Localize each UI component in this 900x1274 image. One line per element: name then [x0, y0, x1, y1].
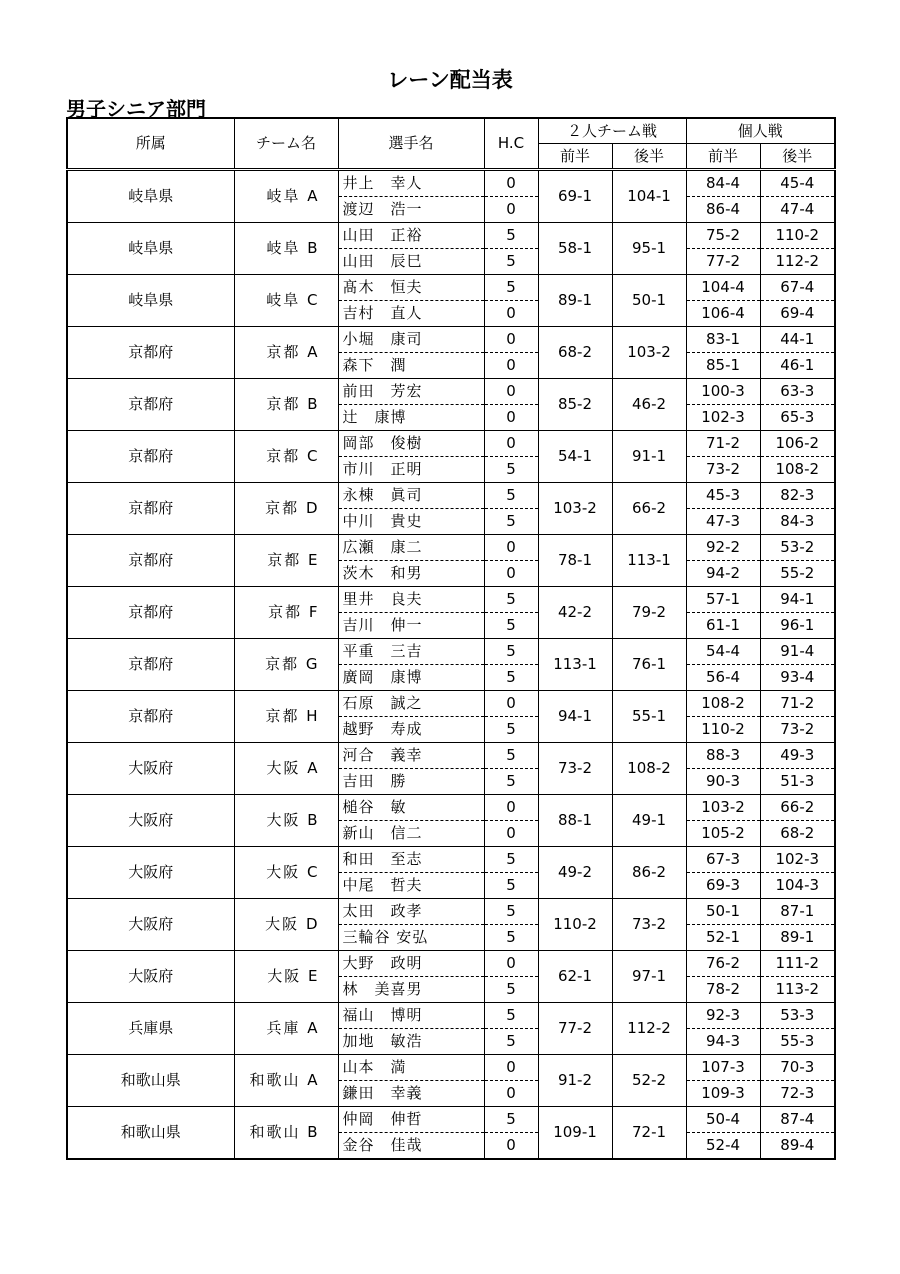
individual-first-half-lane: 110-2 [686, 717, 760, 743]
affiliation-cell: 京都府 [67, 431, 234, 483]
header-affiliation: 所属 [67, 118, 234, 170]
individual-first-half-lane: 100-3 [686, 379, 760, 405]
individual-second-half-lane: 65-3 [760, 405, 835, 431]
hc-cell: 5 [484, 769, 538, 795]
individual-second-half-lane: 47-4 [760, 197, 835, 223]
hc-cell: 0 [484, 301, 538, 327]
individual-second-half-lane: 73-2 [760, 717, 835, 743]
affiliation-cell: 大阪府 [67, 899, 234, 951]
hc-cell: 5 [484, 665, 538, 691]
individual-second-half-lane: 104-3 [760, 873, 835, 899]
team-name-cell: 岐阜 A [234, 170, 338, 223]
team-second-half-lane: 113-1 [612, 535, 686, 587]
hc-cell: 0 [484, 353, 538, 379]
individual-first-half-lane: 106-4 [686, 301, 760, 327]
header-team: チーム名 [234, 118, 338, 170]
individual-first-half-lane: 50-1 [686, 899, 760, 925]
team-second-half-lane: 66-2 [612, 483, 686, 535]
individual-second-half-lane: 106-2 [760, 431, 835, 457]
individual-second-half-lane: 93-4 [760, 665, 835, 691]
affiliation-cell: 京都府 [67, 379, 234, 431]
player-name-cell: 吉川 伸一 [338, 613, 484, 639]
team-first-half-lane: 91-2 [538, 1055, 612, 1107]
hc-cell: 5 [484, 613, 538, 639]
team-first-half-lane: 110-2 [538, 899, 612, 951]
individual-second-half-lane: 55-2 [760, 561, 835, 587]
individual-first-half-lane: 107-3 [686, 1055, 760, 1081]
individual-second-half-lane: 69-4 [760, 301, 835, 327]
player-name-cell: 三輪谷 安弘 [338, 925, 484, 951]
individual-second-half-lane: 53-2 [760, 535, 835, 561]
hc-cell: 5 [484, 899, 538, 925]
individual-second-half-lane: 53-3 [760, 1003, 835, 1029]
player-name-cell: 小堀 康司 [338, 327, 484, 353]
team-second-half-lane: 49-1 [612, 795, 686, 847]
individual-first-half-lane: 77-2 [686, 249, 760, 275]
team-name-cell: 京都 C [234, 431, 338, 483]
team-second-half-lane: 52-2 [612, 1055, 686, 1107]
team-name-cell: 大阪 B [234, 795, 338, 847]
hc-cell: 5 [484, 223, 538, 249]
hc-cell: 5 [484, 873, 538, 899]
affiliation-cell: 京都府 [67, 691, 234, 743]
team-name-cell: 大阪 A [234, 743, 338, 795]
team-first-half-lane: 103-2 [538, 483, 612, 535]
individual-second-half-lane: 102-3 [760, 847, 835, 873]
team-name-cell: 京都 B [234, 379, 338, 431]
team-second-half-lane: 104-1 [612, 170, 686, 223]
individual-first-half-lane: 94-2 [686, 561, 760, 587]
team-second-half-lane: 103-2 [612, 327, 686, 379]
lane-assignment-table [66, 117, 836, 1160]
individual-first-half-lane: 83-1 [686, 327, 760, 353]
affiliation-cell: 大阪府 [67, 795, 234, 847]
individual-first-half-lane: 73-2 [686, 457, 760, 483]
header-individual: 個人戦 [686, 118, 835, 144]
hc-cell: 5 [484, 925, 538, 951]
team-name-cell: 京都 D [234, 483, 338, 535]
affiliation-cell: 和歌山県 [67, 1107, 234, 1160]
individual-first-half-lane: 103-2 [686, 795, 760, 821]
individual-second-half-lane: 94-1 [760, 587, 835, 613]
player-name-cell: 吉田 勝 [338, 769, 484, 795]
individual-first-half-lane: 69-3 [686, 873, 760, 899]
player-name-cell: 大野 政明 [338, 951, 484, 977]
team-name-cell: 和歌山 A [234, 1055, 338, 1107]
player-name-cell: 永棟 眞司 [338, 483, 484, 509]
individual-first-half-lane: 57-1 [686, 587, 760, 613]
hc-cell: 5 [484, 509, 538, 535]
header-team-first-half: 前半 [538, 144, 612, 170]
header-individual-first-half: 前半 [686, 144, 760, 170]
individual-second-half-lane: 45-4 [760, 170, 835, 197]
team-first-half-lane: 78-1 [538, 535, 612, 587]
player-name-cell: 井上 幸人 [338, 170, 484, 197]
team-name-cell: 大阪 C [234, 847, 338, 899]
individual-second-half-lane: 66-2 [760, 795, 835, 821]
player-name-cell: 平重 三吉 [338, 639, 484, 665]
team-second-half-lane: 72-1 [612, 1107, 686, 1160]
individual-second-half-lane: 87-1 [760, 899, 835, 925]
affiliation-cell: 京都府 [67, 535, 234, 587]
individual-second-half-lane: 89-4 [760, 1133, 835, 1160]
player-name-cell: 渡辺 浩一 [338, 197, 484, 223]
individual-second-half-lane: 49-3 [760, 743, 835, 769]
hc-cell: 0 [484, 1055, 538, 1081]
affiliation-cell: 和歌山県 [67, 1055, 234, 1107]
player-name-cell: 廣岡 康博 [338, 665, 484, 691]
player-name-cell: 加地 敏浩 [338, 1029, 484, 1055]
individual-second-half-lane: 82-3 [760, 483, 835, 509]
individual-first-half-lane: 104-4 [686, 275, 760, 301]
hc-cell: 0 [484, 405, 538, 431]
team-name-cell: 大阪 E [234, 951, 338, 1003]
affiliation-cell: 岐阜県 [67, 170, 234, 223]
hc-cell: 0 [484, 327, 538, 353]
player-name-cell: 山田 辰巳 [338, 249, 484, 275]
hc-cell: 0 [484, 821, 538, 847]
header-individual-second-half: 後半 [760, 144, 835, 170]
individual-second-half-lane: 44-1 [760, 327, 835, 353]
team-second-half-lane: 73-2 [612, 899, 686, 951]
player-name-cell: 和田 至志 [338, 847, 484, 873]
team-second-half-lane: 46-2 [612, 379, 686, 431]
hc-cell: 5 [484, 1003, 538, 1029]
team-name-cell: 京都 E [234, 535, 338, 587]
individual-second-half-lane: 112-2 [760, 249, 835, 275]
team-first-half-lane: 49-2 [538, 847, 612, 899]
individual-first-half-lane: 76-2 [686, 951, 760, 977]
affiliation-cell: 大阪府 [67, 951, 234, 1003]
team-second-half-lane: 86-2 [612, 847, 686, 899]
hc-cell: 5 [484, 1029, 538, 1055]
hc-cell: 0 [484, 431, 538, 457]
team-name-cell: 和歌山 B [234, 1107, 338, 1160]
team-first-half-lane: 77-2 [538, 1003, 612, 1055]
team-second-half-lane: 55-1 [612, 691, 686, 743]
individual-first-half-lane: 105-2 [686, 821, 760, 847]
individual-second-half-lane: 110-2 [760, 223, 835, 249]
individual-first-half-lane: 67-3 [686, 847, 760, 873]
affiliation-cell: 大阪府 [67, 743, 234, 795]
hc-cell: 5 [484, 457, 538, 483]
header-team-match: ２人チーム戦 [538, 118, 686, 144]
team-first-half-lane: 73-2 [538, 743, 612, 795]
hc-cell: 5 [484, 483, 538, 509]
individual-second-half-lane: 91-4 [760, 639, 835, 665]
individual-first-half-lane: 92-3 [686, 1003, 760, 1029]
affiliation-cell: 京都府 [67, 327, 234, 379]
hc-cell: 5 [484, 717, 538, 743]
individual-first-half-lane: 86-4 [686, 197, 760, 223]
team-second-half-lane: 112-2 [612, 1003, 686, 1055]
hc-cell: 0 [484, 379, 538, 405]
player-name-cell: 辻 康博 [338, 405, 484, 431]
team-first-half-lane: 109-1 [538, 1107, 612, 1160]
section-title: 男子シニア部門 [66, 97, 206, 121]
individual-second-half-lane: 67-4 [760, 275, 835, 301]
individual-first-half-lane: 92-2 [686, 535, 760, 561]
player-name-cell: 林 美喜男 [338, 977, 484, 1003]
player-name-cell: 山田 正裕 [338, 223, 484, 249]
player-name-cell: 槌谷 敏 [338, 795, 484, 821]
individual-second-half-lane: 51-3 [760, 769, 835, 795]
individual-first-half-lane: 71-2 [686, 431, 760, 457]
individual-second-half-lane: 71-2 [760, 691, 835, 717]
team-name-cell: 京都 H [234, 691, 338, 743]
hc-cell: 0 [484, 691, 538, 717]
affiliation-cell: 大阪府 [67, 847, 234, 899]
individual-first-half-lane: 84-4 [686, 170, 760, 197]
team-second-half-lane: 97-1 [612, 951, 686, 1003]
individual-first-half-lane: 47-3 [686, 509, 760, 535]
team-name-cell: 大阪 D [234, 899, 338, 951]
hc-cell: 0 [484, 170, 538, 197]
team-name-cell: 兵庫 A [234, 1003, 338, 1055]
individual-first-half-lane: 61-1 [686, 613, 760, 639]
player-name-cell: 山本 満 [338, 1055, 484, 1081]
individual-second-half-lane: 84-3 [760, 509, 835, 535]
team-second-half-lane: 79-2 [612, 587, 686, 639]
player-name-cell: 前田 芳宏 [338, 379, 484, 405]
individual-second-half-lane: 113-2 [760, 977, 835, 1003]
hc-cell: 5 [484, 639, 538, 665]
hc-cell: 5 [484, 977, 538, 1003]
team-second-half-lane: 91-1 [612, 431, 686, 483]
hc-cell: 5 [484, 1107, 538, 1133]
individual-first-half-lane: 108-2 [686, 691, 760, 717]
affiliation-cell: 京都府 [67, 587, 234, 639]
individual-second-half-lane: 46-1 [760, 353, 835, 379]
individual-first-half-lane: 50-4 [686, 1107, 760, 1133]
individual-first-half-lane: 90-3 [686, 769, 760, 795]
team-name-cell: 京都 A [234, 327, 338, 379]
player-name-cell: 茨木 和男 [338, 561, 484, 587]
individual-second-half-lane: 70-3 [760, 1055, 835, 1081]
player-name-cell: 中川 貴史 [338, 509, 484, 535]
team-first-half-lane: 54-1 [538, 431, 612, 483]
player-name-cell: 中尾 哲夫 [338, 873, 484, 899]
player-name-cell: 鎌田 幸義 [338, 1081, 484, 1107]
player-name-cell: 広瀬 康二 [338, 535, 484, 561]
affiliation-cell: 兵庫県 [67, 1003, 234, 1055]
team-name-cell: 京都 G [234, 639, 338, 691]
player-name-cell: 石原 誠之 [338, 691, 484, 717]
individual-second-half-lane: 108-2 [760, 457, 835, 483]
player-name-cell: 里井 良夫 [338, 587, 484, 613]
affiliation-cell: 岐阜県 [67, 223, 234, 275]
player-name-cell: 金谷 佳哉 [338, 1133, 484, 1160]
hc-cell: 5 [484, 249, 538, 275]
team-first-half-lane: 113-1 [538, 639, 612, 691]
team-second-half-lane: 108-2 [612, 743, 686, 795]
individual-first-half-lane: 56-4 [686, 665, 760, 691]
hc-cell: 0 [484, 535, 538, 561]
hc-cell: 0 [484, 1133, 538, 1160]
individual-second-half-lane: 72-3 [760, 1081, 835, 1107]
individual-second-half-lane: 87-4 [760, 1107, 835, 1133]
team-first-half-lane: 88-1 [538, 795, 612, 847]
team-second-half-lane: 95-1 [612, 223, 686, 275]
individual-second-half-lane: 96-1 [760, 613, 835, 639]
player-name-cell: 髙木 恒夫 [338, 275, 484, 301]
individual-first-half-lane: 52-4 [686, 1133, 760, 1160]
page-title: レーン配当表 [387, 68, 513, 92]
hc-cell: 0 [484, 197, 538, 223]
hc-cell: 5 [484, 743, 538, 769]
player-name-cell: 太田 政孝 [338, 899, 484, 925]
hc-cell: 5 [484, 847, 538, 873]
individual-second-half-lane: 55-3 [760, 1029, 835, 1055]
individual-first-half-lane: 45-3 [686, 483, 760, 509]
header-player: 選手名 [338, 118, 484, 170]
player-name-cell: 河合 義幸 [338, 743, 484, 769]
team-second-half-lane: 50-1 [612, 275, 686, 327]
player-name-cell: 市川 正明 [338, 457, 484, 483]
individual-first-half-lane: 109-3 [686, 1081, 760, 1107]
team-first-half-lane: 89-1 [538, 275, 612, 327]
individual-first-half-lane: 85-1 [686, 353, 760, 379]
individual-first-half-lane: 88-3 [686, 743, 760, 769]
player-name-cell: 越野 寿成 [338, 717, 484, 743]
player-name-cell: 森下 潤 [338, 353, 484, 379]
team-name-cell: 京都 F [234, 587, 338, 639]
hc-cell: 0 [484, 795, 538, 821]
hc-cell: 0 [484, 951, 538, 977]
player-name-cell: 吉村 直人 [338, 301, 484, 327]
individual-second-half-lane: 63-3 [760, 379, 835, 405]
individual-first-half-lane: 75-2 [686, 223, 760, 249]
team-first-half-lane: 85-2 [538, 379, 612, 431]
individual-second-half-lane: 111-2 [760, 951, 835, 977]
team-first-half-lane: 68-2 [538, 327, 612, 379]
individual-second-half-lane: 89-1 [760, 925, 835, 951]
team-first-half-lane: 42-2 [538, 587, 612, 639]
individual-first-half-lane: 54-4 [686, 639, 760, 665]
team-first-half-lane: 58-1 [538, 223, 612, 275]
team-first-half-lane: 62-1 [538, 951, 612, 1003]
hc-cell: 5 [484, 275, 538, 301]
hc-cell: 0 [484, 561, 538, 587]
team-name-cell: 岐阜 B [234, 223, 338, 275]
affiliation-cell: 京都府 [67, 639, 234, 691]
affiliation-cell: 京都府 [67, 483, 234, 535]
player-name-cell: 岡部 俊樹 [338, 431, 484, 457]
team-name-cell: 岐阜 C [234, 275, 338, 327]
affiliation-cell: 岐阜県 [67, 275, 234, 327]
header-hc: H.C [484, 118, 538, 170]
individual-first-half-lane: 94-3 [686, 1029, 760, 1055]
individual-second-half-lane: 68-2 [760, 821, 835, 847]
team-first-half-lane: 69-1 [538, 170, 612, 223]
hc-cell: 5 [484, 587, 538, 613]
player-name-cell: 仲岡 伸哲 [338, 1107, 484, 1133]
team-first-half-lane: 94-1 [538, 691, 612, 743]
individual-first-half-lane: 52-1 [686, 925, 760, 951]
header-team-second-half: 後半 [612, 144, 686, 170]
team-second-half-lane: 76-1 [612, 639, 686, 691]
player-name-cell: 新山 信二 [338, 821, 484, 847]
individual-first-half-lane: 78-2 [686, 977, 760, 1003]
hc-cell: 0 [484, 1081, 538, 1107]
individual-first-half-lane: 102-3 [686, 405, 760, 431]
player-name-cell: 福山 博明 [338, 1003, 484, 1029]
